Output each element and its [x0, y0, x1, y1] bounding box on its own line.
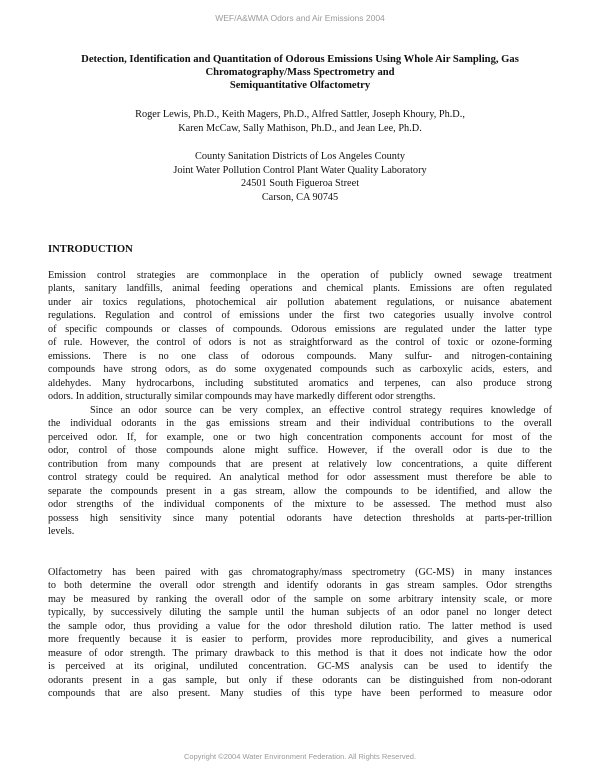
text-line: of specific compounds or classes of compounds. Odorous emissions are regulated under the latter type: [48, 323, 552, 335]
text-line: to both determine the overall odor strength and identify odorants in gas stream samples. Odor strengths: [48, 580, 552, 592]
text-line: odor, control of those compounds alone might suffice. However, if the overall odor is due to the: [48, 445, 552, 457]
text-line: perceived odor. If, for example, one or two high concentration components account for most of the: [48, 431, 552, 443]
affiliation: [40, 150, 560, 204]
copyright-footer: Copyright ©2004 Water Environment Federation. All Rights Reserved.: [183, 752, 417, 761]
paragraph-1: [48, 269, 552, 404]
affiliation-line: Carson, CA 90745: [261, 191, 339, 203]
text-line: Olfactometry has been paired with gas chromatography/mass spectrometry (GC-MS) in many instances: [48, 567, 552, 578]
running-header: WEF/A&WMA Odors and Air Emissions 2004: [215, 13, 385, 23]
text-line: separate the compounds present in a gas stream, allow the compounds to be identified, and allow the: [48, 485, 552, 497]
affiliation-line: 24501 South Figueroa Street: [240, 178, 360, 189]
text-line: compounds that are also present. Many studies of this type have been performed to measure odor: [48, 688, 552, 700]
text-line: the sample odor, thus providing a value for the odor threshold dilution ratio. The latter method is used: [48, 620, 552, 632]
text-line: odors. In addition, structurally similar compounds may have markedly different odor strengths.: [48, 391, 436, 403]
paragraph-3: [48, 566, 552, 701]
text-line: more frequently because it is easier to perform, provides more reproducibility, and gives a numerical: [48, 634, 552, 646]
text-line: possess high sensitivity since many potential odorants have detection thresholds at parts-per-trillion: [48, 512, 552, 524]
text-line: levels.: [48, 526, 75, 538]
text-line: regulations. Regulation and control of emissions under the first two categories usually involve control: [48, 310, 552, 322]
text-line: control strategy could be required. An analytical method for odor assessment must therefore be able to: [48, 472, 552, 484]
text-line: emissions. There is no one class of odorous compounds. Many sulfur- and nitrogen-containing: [48, 350, 552, 362]
text-line: of rule. However, the control of odors is not as straightforward as the control of toxic or ozone-forming: [48, 337, 552, 349]
author-line: Roger Lewis, Ph.D., Keith Magers, Ph.D., Alfred Sattler, Joseph Khoury, Ph.D.,: [135, 109, 465, 120]
text-line: Since an odor source can be very complex, an effective control strategy requires knowledge of: [90, 405, 552, 416]
text-line: is perceived at its original, undiluted concentration. GC-MS analysis can be used to identify the: [48, 661, 552, 673]
text-line: the individual odorants in the gas emissions stream and their individual contributions to the overall: [48, 418, 552, 430]
author-list: [40, 108, 560, 135]
affiliation-line: Joint Water Pollution Control Plant Water Quality Laboratory: [173, 164, 427, 176]
text-line: plants, sanitary landfills, animal feeding operations and chemical plants. Emissions are often regulated: [48, 283, 552, 295]
paragraph-2: [48, 404, 552, 539]
title-line: Chromatography/Mass Spectrometry and: [205, 67, 395, 78]
text-line: under air toxics regulations, photochemical air pollution abatement regulations, or nuisance abatement: [48, 296, 552, 308]
title-line: Semiquantitative Olfactometry: [229, 80, 371, 91]
text-line: Emission control strategies are commonplace in the operation of publicly owned sewage treatment: [48, 270, 552, 281]
title-line: Detection, Identification and Quantitation of Odorous Emissions Using Whole Air Sampling, Gas: [81, 54, 519, 65]
text-line: aldehydes. Many hydrocarbons, including substituted aromatics and terpenes, can also produce strong: [48, 377, 552, 389]
author-line: Karen McCaw, Sally Mathison, Ph.D., and Jean Lee, Ph.D.: [178, 122, 422, 134]
affiliation-line: County Sanitation Districts of Los Angeles County: [195, 151, 405, 162]
text-line: odorants present in a gas sample, but only if these odorants can be distinguished from non-odorant: [48, 674, 552, 686]
text-line: odor strengths of the individual components of the mixture to be assessed. The method must also: [48, 499, 552, 511]
text-line: measure of odor strength. The primary drawback to this method is that it does not indicate how the odor: [48, 647, 552, 659]
text-line: compounds have strong odors, as do some oxygenated compounds such as carboxylic acids, esters, and: [48, 364, 552, 376]
paper-title: [45, 53, 555, 92]
text-line: contribution from many compounds that are present at relatively low concentrations, a quite different: [48, 458, 552, 470]
text-line: typically, by successively diluting the sample until the human subjects of an odor panel no longer detect: [48, 607, 552, 619]
section-heading: INTRODUCTION: [48, 244, 133, 255]
text-line: may be measured by ranking the overall odor of the sample on some arbitrary intensity scale, or more: [48, 593, 552, 605]
